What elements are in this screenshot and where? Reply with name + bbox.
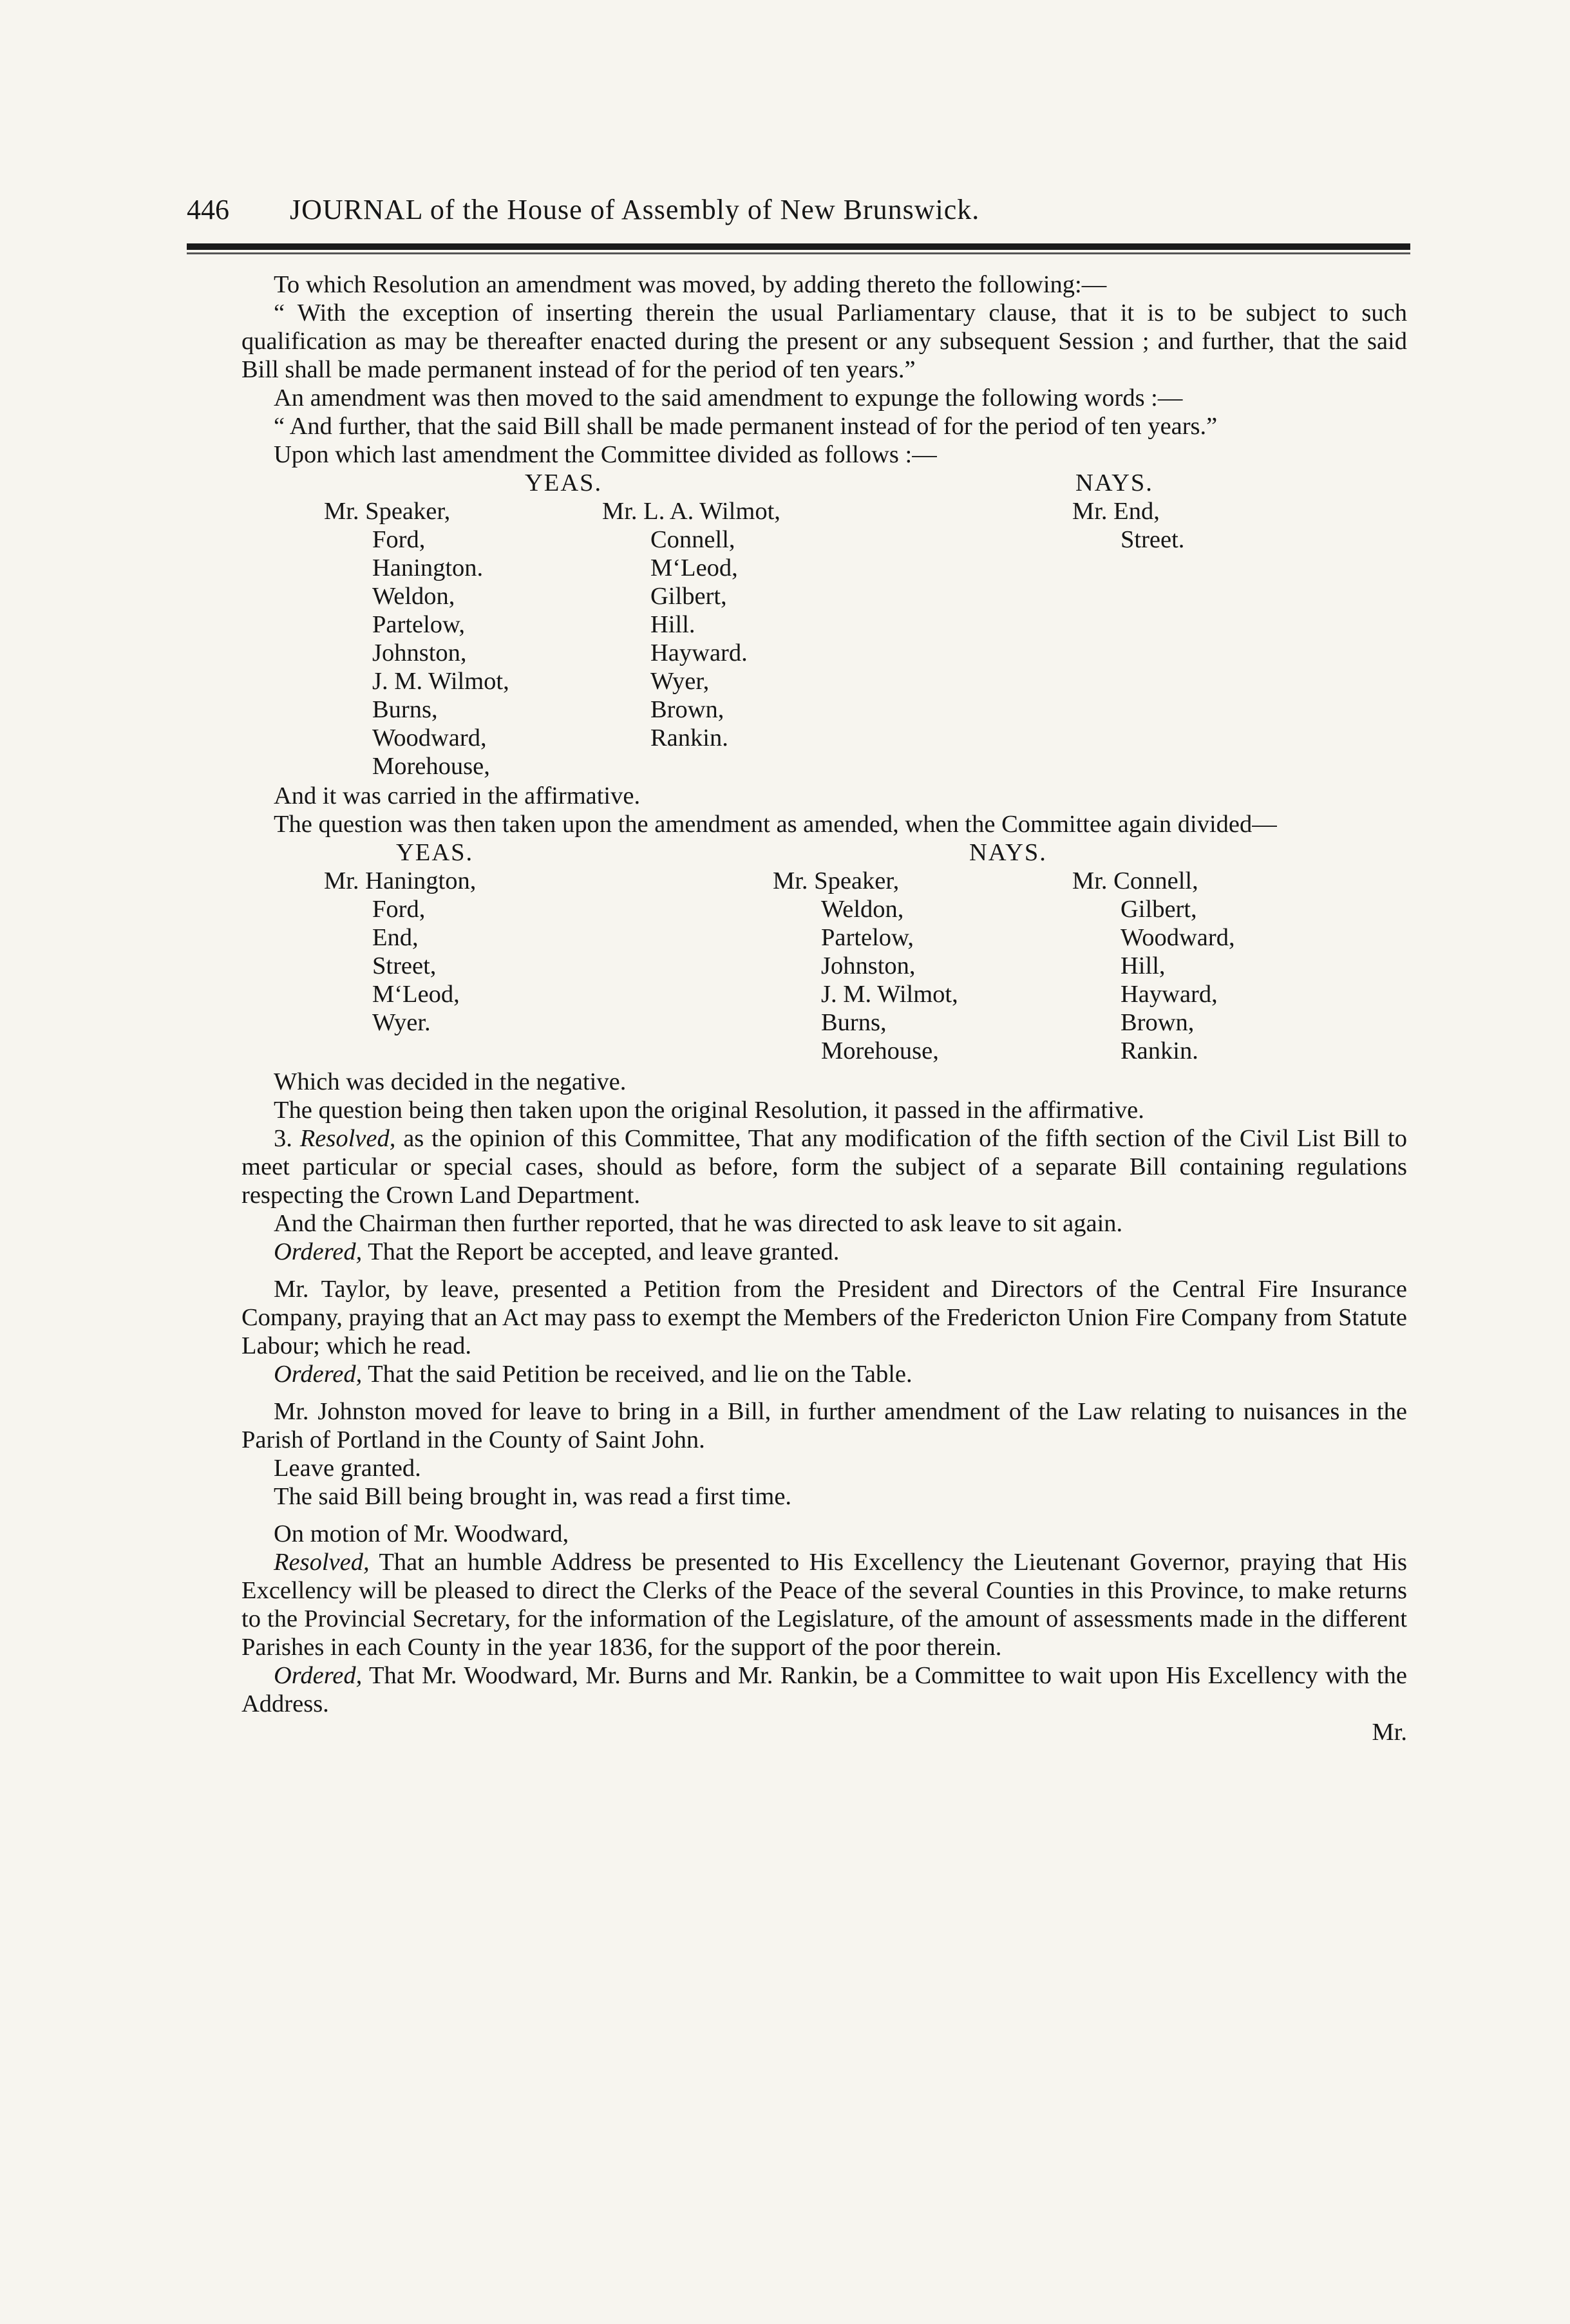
member-name: Connell,: [650, 526, 735, 553]
member-name: Hayward,: [1121, 981, 1218, 1008]
order: [241, 1661, 1407, 1718]
member-name: Johnston,: [372, 639, 467, 666]
member-name: Gilbert,: [650, 583, 727, 610]
paragraph: And it was carried in the affirmative.: [274, 782, 641, 809]
header-rule: [187, 243, 1410, 250]
page-body: [241, 270, 1407, 1746]
header-rule-thin: [187, 252, 1410, 254]
member-name: Hayward.: [650, 639, 748, 666]
member-name: Partelow,: [372, 611, 465, 638]
member-name: Hill.: [650, 611, 695, 638]
paragraph: The question being then taken upon the original Resolution, it passed in the affirmative.: [274, 1097, 1144, 1124]
yeas-column-1: [324, 497, 509, 780]
order-text: That Mr. Woodward, Mr. Burns and Mr. Rankin, be a Committee to wait upon His Excellency with the Address.: [241, 1662, 1407, 1717]
member-name: Wyer,: [650, 668, 710, 695]
yeas-heading: YEAS.: [525, 469, 603, 496]
order: [241, 1238, 1407, 1266]
member-name: Brown,: [1121, 1009, 1195, 1036]
quoted-amendment: “ With the exception of inserting therein the usual Parliamentary clause, that it is to be subject to such qualification as may be thereafter enacted during the present or any subsequent Session ; and further, that the said Bill shall be made permanent instead of for the period of ten years.”: [241, 299, 1407, 383]
running-title: JOURNAL of the House of Assembly of New Brunswick.: [290, 194, 980, 225]
member-name: End,: [372, 924, 419, 951]
yeas-column: [324, 867, 476, 1037]
member-name: Woodward,: [372, 724, 487, 751]
member-name: Weldon,: [821, 896, 904, 923]
member-name: Street,: [372, 952, 437, 979]
paragraph: The said Bill being brought in, was read a first time.: [274, 1483, 792, 1510]
member-name: Mr. Connell,: [1072, 867, 1198, 894]
member-name: Rankin.: [650, 724, 728, 751]
paragraph: On motion of Mr. Woodward,: [274, 1520, 569, 1547]
order-text: That the Report be accepted, and leave granted.: [368, 1238, 840, 1265]
paragraph: Which was decided in the negative.: [274, 1068, 627, 1095]
member-name: Mr. Speaker,: [773, 867, 900, 894]
nays-column-2: [1072, 867, 1235, 1065]
member-name: Street.: [1121, 526, 1185, 553]
catchword: Mr.: [1372, 1719, 1407, 1746]
resolution-text: as the opinion of this Committee, That any modification of the fifth section of the Civil List Bill to meet particular or special cases, should as before, form the subject of a separate Bill containing regulations respecting the Crown Land Department.: [241, 1125, 1408, 1209]
resolved-lead: Resolved,: [299, 1125, 396, 1152]
member-name: Ford,: [372, 896, 426, 923]
resolution-text: That an humble Address be presented to His Excellency the Lieutenant Governor, praying that His Excellency will be pleased to direct the Clerks of the Peace of the several Counties in this Province, to make returns to the Provincial Secretary, for the information of the Legislature, of the amount of assessments made in the different Parishes in each County in the year 1836, for the support of the poor therein.: [241, 1549, 1408, 1661]
member-name: Burns,: [821, 1009, 887, 1036]
order: [241, 1360, 1407, 1388]
paragraph: The question was then taken upon the amendment as amended, when the Committee again divided—: [274, 811, 1277, 838]
nays-heading: NAYS.: [1075, 469, 1153, 496]
ordered-lead: Ordered,: [274, 1238, 363, 1265]
page-number: 446: [187, 194, 229, 225]
yeas-heading: YEAS.: [396, 839, 474, 866]
member-name: Mr. Hanington,: [324, 867, 477, 894]
member-name: J. M. Wilmot,: [821, 981, 958, 1008]
member-name: Burns,: [372, 696, 438, 723]
member-name: Ford,: [372, 526, 426, 553]
quoted-words: “ And further, that the said Bill shall be made permanent instead of for the period of ten years.”: [274, 413, 1218, 440]
paragraph: And the Chairman then further reported, that he was directed to ask leave to sit again.: [274, 1210, 1123, 1237]
petition-paragraph: Mr. Taylor, by leave, presented a Petition from the President and Directors of the Central Fire Insurance Company, praying that an Act may pass to exempt the Members of the Fredericton Union Fire Company from Statute Labour; which he read.: [241, 1276, 1407, 1359]
resolution: [241, 1548, 1407, 1661]
member-name: Woodward,: [1121, 924, 1235, 951]
member-name: Mr. L. A. Wilmot,: [602, 498, 780, 525]
member-name: J. M. Wilmot,: [372, 668, 509, 695]
member-name: Mr. End,: [1072, 498, 1160, 525]
member-name: Wyer.: [372, 1009, 431, 1036]
division-list-2: [241, 838, 1407, 1068]
member-name: Hill,: [1121, 952, 1166, 979]
motion-paragraph: Mr. Johnston moved for leave to bring in a Bill, in further amendment of the Law relating to nuisances in the Parish of Portland in the County of Saint John.: [241, 1398, 1407, 1453]
paragraph: Upon which last amendment the Committee divided as follows :—: [274, 441, 937, 468]
paragraph: An amendment was then moved to the said amendment to expunge the following words :—: [274, 384, 1183, 411]
running-header: [187, 193, 1410, 232]
resolution-3: [241, 1124, 1407, 1209]
member-name: Morehouse,: [821, 1037, 939, 1064]
nays-column: [1072, 497, 1184, 554]
member-name: Partelow,: [821, 924, 914, 951]
resolution-number: 3.: [274, 1125, 292, 1152]
member-name: Gilbert,: [1121, 896, 1197, 923]
member-name: M‘Leod,: [650, 554, 738, 581]
member-name: Brown,: [650, 696, 724, 723]
nays-heading: NAYS.: [969, 839, 1047, 866]
member-name: Rankin.: [1121, 1037, 1198, 1064]
member-name: Mr. Speaker,: [324, 498, 451, 525]
nays-column-1: [773, 867, 958, 1065]
member-name: Weldon,: [372, 583, 455, 610]
member-name: Hanington.: [372, 554, 484, 581]
yeas-column-2: [602, 497, 780, 752]
order-text: That the said Petition be received, and lie on the Table.: [368, 1361, 913, 1388]
ordered-lead: Ordered,: [274, 1662, 363, 1689]
paragraph: To which Resolution an amendment was moved, by adding thereto the following:—: [274, 271, 1107, 298]
member-name: Morehouse,: [372, 753, 490, 780]
member-name: Johnston,: [821, 952, 916, 979]
ordered-lead: Ordered,: [274, 1361, 363, 1388]
division-list-1: [241, 469, 1407, 782]
resolved-lead: Resolved,: [274, 1549, 370, 1576]
paragraph: Leave granted.: [274, 1455, 421, 1482]
member-name: M‘Leod,: [372, 981, 460, 1008]
